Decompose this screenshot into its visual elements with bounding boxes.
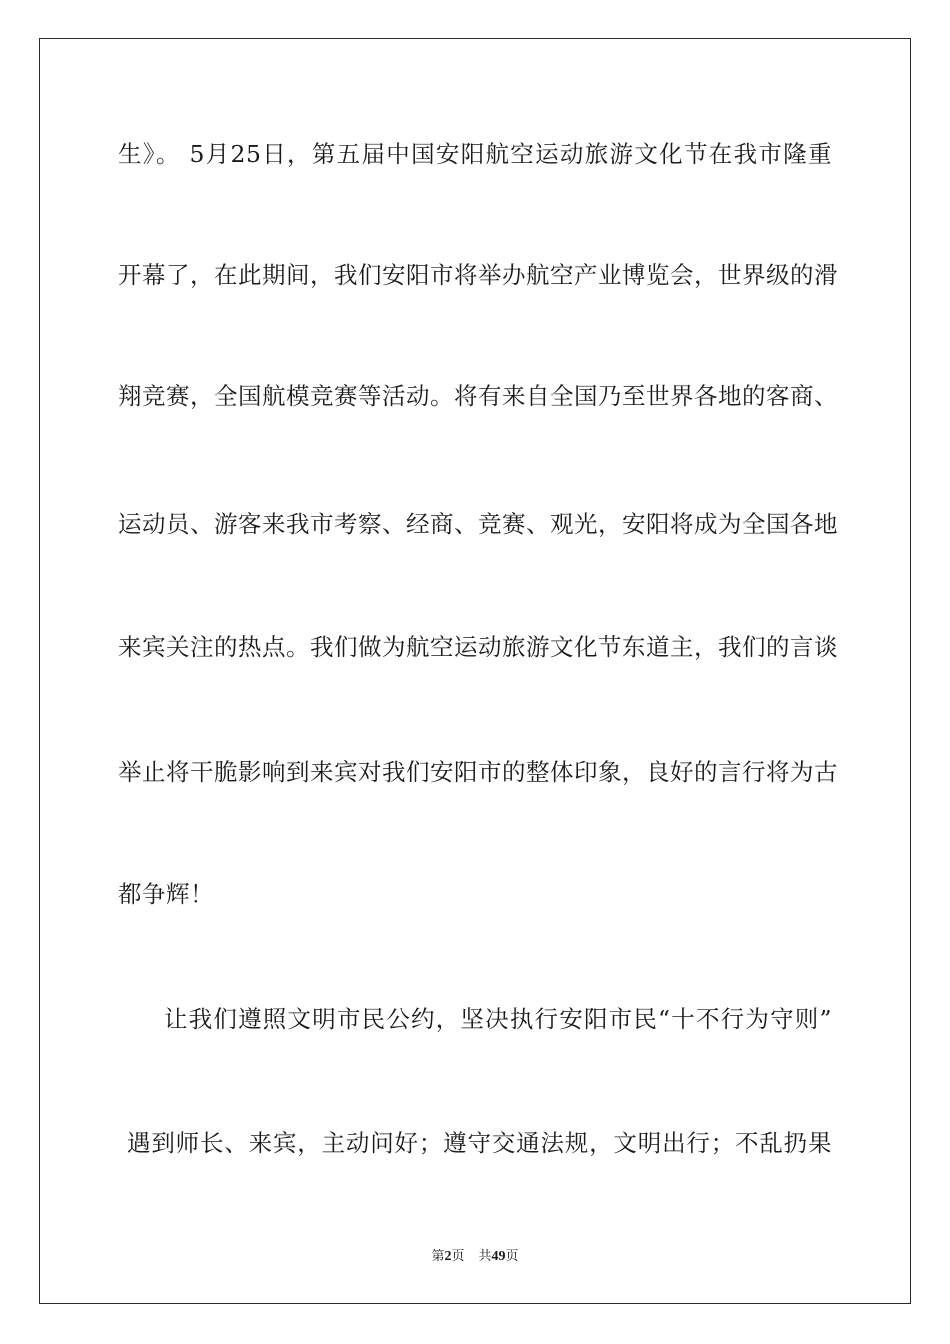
body-line-7: 都争辉！	[118, 880, 214, 908]
footer-page-number: 2	[444, 1249, 452, 1264]
body-line-5: 来宾关注的热点。我们做为航空运动旅游文化节东道主，我们的言谈	[118, 633, 838, 661]
footer-total-suffix: 页	[505, 1249, 519, 1264]
body-line-6: 举止将干脆影响到来宾对我们安阳市的整体印象，良好的言行将为古	[118, 758, 838, 786]
footer-total-prefix: 共	[478, 1249, 492, 1264]
footer-page-suffix: 页	[451, 1249, 465, 1264]
body-line-1: 生》。 5月25日，第五届中国安阳航空运动旅游文化节在我市隆重	[118, 140, 832, 168]
page-footer	[0, 1249, 950, 1265]
body-line-4: 运动员、游客来我市考察、经商、竞赛、观光，安阳将成为全国各地	[118, 510, 838, 538]
body-line-8: 让我们遵照文明市民公约，坚决执行安阳市民“十不行为守则”	[164, 1005, 832, 1033]
footer-total-pages: 49	[491, 1249, 506, 1264]
footer-page-prefix: 第	[431, 1249, 445, 1264]
body-line-2: 开幕了，在此期间，我们安阳市将举办航空产业博览会，世界级的滑	[118, 261, 838, 289]
body-line-9: 遇到师长、来宾，主动问好；遵守交通法规，文明出行；不乱扔果	[127, 1129, 832, 1157]
body-line-3: 翔竞赛，全国航模竞赛等活动。将有来自全国乃至世界各地的客商、	[118, 382, 838, 410]
page-frame	[39, 38, 911, 1304]
